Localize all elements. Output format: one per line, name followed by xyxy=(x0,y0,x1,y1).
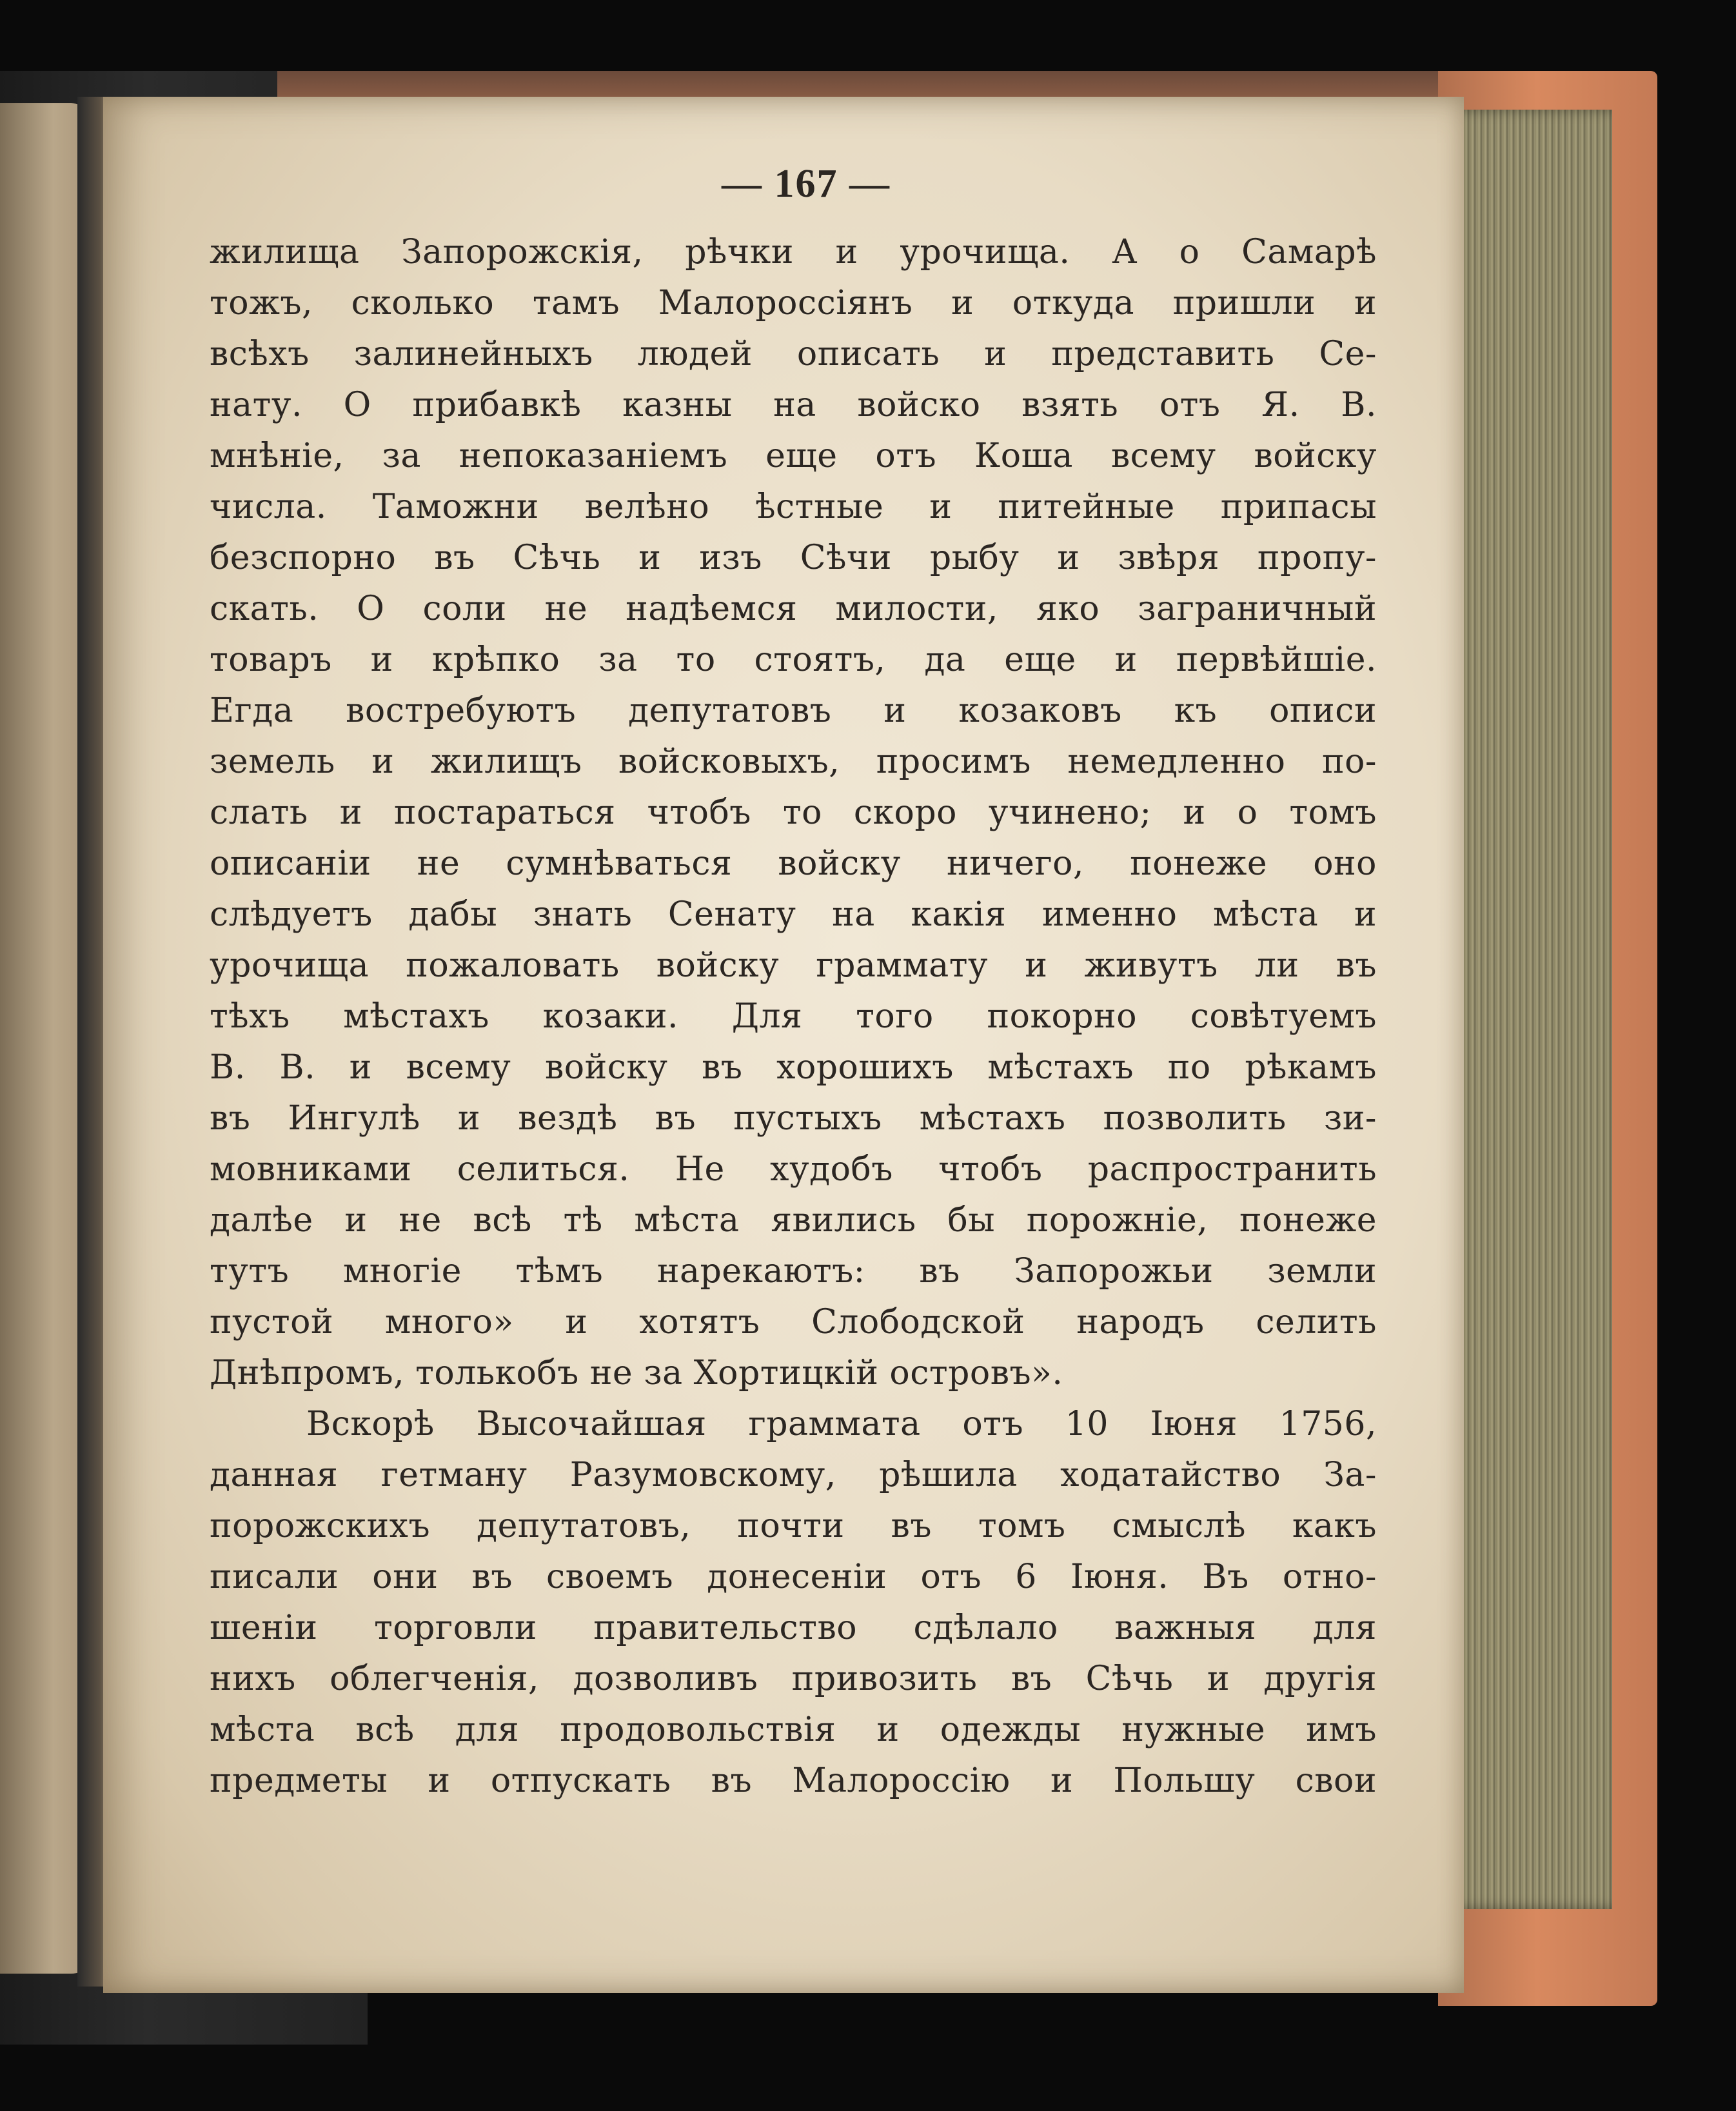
text-line: урочища пожаловать войску граммату и живутъ ли въ xyxy=(210,946,1377,985)
text-line: описаніи не сумнѣваться войску ничего, понеже оно xyxy=(210,844,1377,883)
book-page xyxy=(103,97,1464,1993)
text-line: Егда востребуютъ депутатовъ и козаковъ къ описи xyxy=(210,691,1377,730)
text-line: слать и постараться чтобъ то скоро учинено; и о томъ xyxy=(210,793,1377,832)
text-line: тожъ, сколько тамъ Малороссіянъ и откуда пришли и xyxy=(210,284,1377,322)
text-line: писали они въ своемъ донесеніи отъ 6 Іюня. Въ отно- xyxy=(210,1558,1377,1596)
text-line: порожскихъ депутатовъ, почти въ томъ смыслѣ какъ xyxy=(210,1507,1377,1545)
text-line: шеніи торговли правительство сдѣлало важныя для xyxy=(210,1609,1377,1647)
text-line: нату. О прибавкѣ казны на войско взять отъ Я. В. xyxy=(210,386,1377,424)
page-text-block xyxy=(210,148,1377,1807)
text-line: тутъ многіе тѣмъ нарекаютъ: въ Запорожьи земли xyxy=(210,1252,1377,1291)
text-line: тѣхъ мѣстахъ козаки. Для того покорно совѣтуемъ xyxy=(210,997,1377,1036)
text-line: мовниками селиться. Не худобъ чтобъ распространить xyxy=(210,1150,1377,1189)
page-lines xyxy=(210,227,1377,1807)
text-line: далѣе и не всѣ тѣ мѣста явились бы порожніе, понеже xyxy=(210,1201,1377,1240)
page-number: — 167 — xyxy=(722,162,891,206)
text-line: числа. Таможни велѣно ѣстные и питейные припасы xyxy=(210,488,1377,526)
text-line: нихъ облегченія, дозволивъ привозить въ Сѣчь и другія xyxy=(210,1660,1377,1698)
page-block-edges xyxy=(1451,110,1612,1909)
text-line: слѣдуетъ дабы знать Сенату на какія именно мѣста и xyxy=(210,895,1377,934)
text-line: всѣхъ залинейныхъ людей описать и представить Се- xyxy=(210,335,1377,373)
text-line: мѣста всѣ для продовольствія и одежды нужные имъ xyxy=(210,1710,1377,1749)
text-line: мнѣніе, за непоказаніемъ еще отъ Коша всему войску xyxy=(210,437,1377,475)
text-line: безспорно въ Сѣчь и изъ Сѣчи рыбу и звѣря пропу- xyxy=(210,539,1377,577)
text-line: товаръ и крѣпко за то стоятъ, да еще и первѣйшіе. xyxy=(210,640,1377,679)
text-line: земель и жилищъ войсковыхъ, просимъ немедленно по- xyxy=(210,742,1377,781)
text-line: предметы и отпускать въ Малороссію и Польшу свои xyxy=(210,1761,1377,1800)
text-line: въ Ингулѣ и вездѣ въ пустыхъ мѣстахъ позволить зи- xyxy=(210,1099,1377,1138)
text-line: пустой много» и хотятъ Слободской народъ селить xyxy=(210,1303,1377,1342)
text-line: жилища Запорожскія, рѣчки и урочища. А о Самарѣ xyxy=(210,233,1377,272)
text-line: скать. О соли не надѣемся милости, яко заграничный xyxy=(210,590,1377,628)
text-line: В. В. и всему войску въ хорошихъ мѣстахъ по рѣкамъ xyxy=(210,1048,1377,1087)
text-line: Днѣпромъ, толькобъ не за Хортицкій островъ». xyxy=(210,1354,1063,1392)
text-line: данная гетману Разумовскому, рѣшила ходатайство За- xyxy=(210,1456,1377,1494)
text-line: Вскорѣ Высочайшая граммата отъ 10 Іюня 1756, xyxy=(306,1405,1377,1443)
